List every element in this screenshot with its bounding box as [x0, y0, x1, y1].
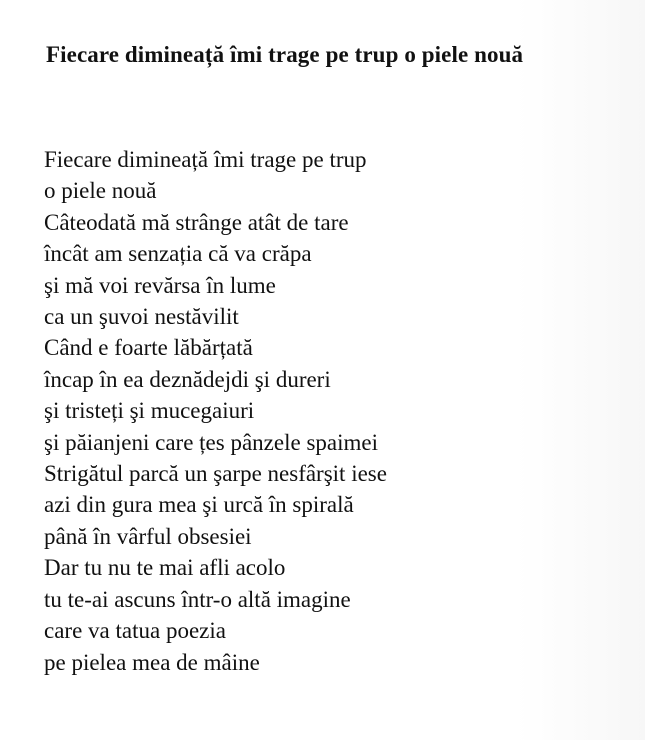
poem-title: Fiecare dimineață îmi trage pe trup o piele nouă [46, 42, 524, 67]
poem-line: Când e foarte lăbărțată [44, 335, 253, 361]
poem-line: ca un şuvoi nestăvilit [44, 304, 239, 330]
poem-line: azi din gura mea şi urcă în spirală [44, 492, 354, 518]
poem-line: şi păianjeni care țes pânzele spaimei [44, 429, 378, 455]
poem-line: încât am senzația că va crăpa [44, 241, 312, 267]
poem-line: Fiecare dimineață îmi trage pe trup [44, 147, 367, 172]
poem-line: încap în ea deznădejdi şi dureri [44, 366, 331, 392]
poem-line: o piele nouă [44, 178, 157, 204]
poem-line: tu te-ai ascuns într-o altă imagine [44, 586, 351, 612]
poem-line: şi tristeți şi mucegaiuri [44, 398, 255, 424]
poem-line: până în vârful obsesiei [44, 523, 252, 549]
poem-body [44, 144, 387, 678]
poem-line: Câteodată mă strânge atât de tare [44, 209, 349, 235]
poem-line: pe pielea mea de mâine [44, 649, 260, 675]
poem-line: Dar tu nu te mai afli acolo [44, 555, 286, 581]
poem-line: şi mă voi revărsa în lume [44, 272, 276, 298]
poem-line: Strigătul parcă un şarpe nesfârşit iese [44, 461, 387, 487]
poem-line: care va tatua poezia [44, 618, 226, 644]
